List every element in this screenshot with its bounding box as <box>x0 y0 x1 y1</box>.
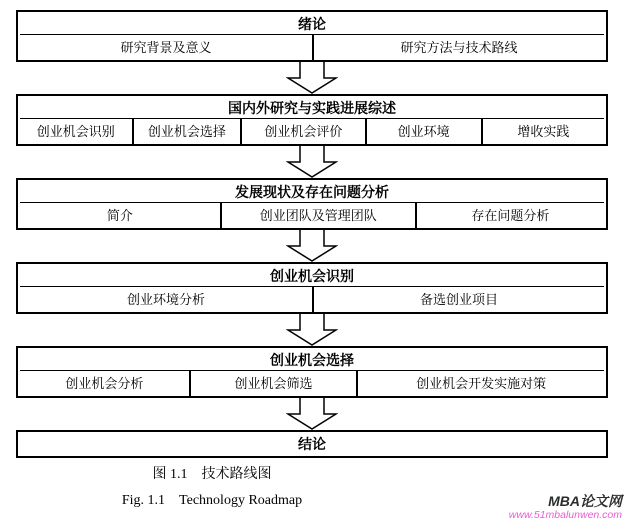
flow-cell: 简介 <box>106 208 133 223</box>
section-title: 创业机会识别 <box>270 268 354 284</box>
flow-cell: 创业机会选择 <box>132 119 241 144</box>
figure-captions <box>0 466 424 510</box>
section-title: 创业机会选择 <box>270 352 354 368</box>
flow-cell: 创业机会筛选 <box>189 371 357 396</box>
flow-section-literature-review <box>16 94 608 146</box>
section-title: 绪论 <box>298 16 326 32</box>
flow-section-introduction <box>16 10 608 62</box>
down-arrow-icon <box>286 62 338 94</box>
flow-connector <box>16 398 608 430</box>
flow-connector <box>16 230 608 262</box>
technology-roadmap-diagram <box>16 10 608 458</box>
watermark-url: www.51mbalunwen.com <box>508 509 622 521</box>
figure-caption-en: Fig. 1.1 Technology Roadmap <box>121 493 303 508</box>
section-cells-row <box>20 370 604 396</box>
section-cells-row <box>20 286 604 312</box>
flow-cell: 研究方法与技术路线 <box>312 35 604 60</box>
watermark-site-name: MBA论文网 <box>548 493 622 509</box>
flow-section-conclusion: 结论 <box>16 430 608 458</box>
flow-cell: 创业环境 <box>365 119 481 144</box>
flow-connector <box>16 62 608 94</box>
flow-cell: 存在问题分析 <box>415 203 604 228</box>
down-arrow-icon <box>286 230 338 262</box>
flow-cell: 研究背景及意义 <box>120 40 212 55</box>
flow-cell: 备选创业项目 <box>312 287 604 312</box>
flow-cell: 创业环境分析 <box>126 292 205 307</box>
section-cells-row <box>20 34 604 60</box>
flow-cell: 创业机会评价 <box>240 119 364 144</box>
site-watermark <box>509 493 622 522</box>
flow-section-opportunity-identification <box>16 262 608 314</box>
section-cells-row <box>20 202 604 228</box>
figure-caption-zh: 图 1.1 技术路线图 <box>152 467 272 482</box>
flow-connector <box>16 314 608 346</box>
flow-section-opportunity-selection <box>16 346 608 398</box>
down-arrow-icon <box>286 398 338 430</box>
flow-section-status-problems <box>16 178 608 230</box>
flow-cell: 创业机会开发实施对策 <box>356 371 604 396</box>
flow-cell: 创业机会分析 <box>65 376 144 391</box>
down-arrow-icon <box>286 146 338 178</box>
flow-cell: 创业机会识别 <box>36 124 115 139</box>
section-cells-row <box>20 118 604 144</box>
flow-cell: 增收实践 <box>481 119 604 144</box>
section-title: 国内外研究与实践进展综述 <box>228 100 396 116</box>
flow-cell: 创业团队及管理团队 <box>220 203 415 228</box>
flow-connector <box>16 146 608 178</box>
section-title: 发展现状及存在问题分析 <box>235 184 389 200</box>
down-arrow-icon <box>286 314 338 346</box>
